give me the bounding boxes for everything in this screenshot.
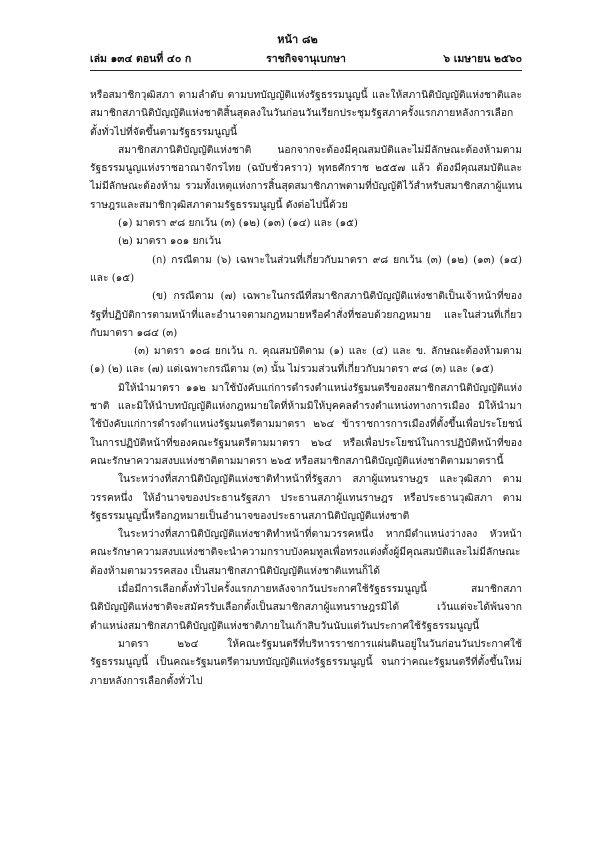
list-item: (๑) มาตรา ๙๘ ยกเว้น (๓) (๑๒) (๑๓) (๑๔) และ (๑๕) bbox=[118, 217, 358, 230]
list-item: (๒) มาตรา ๑๐๑ ยกเว้น bbox=[118, 235, 222, 248]
paragraph: มิให้นำมาตรา ๑๑๒ มาใช้บังคับแก่การดำรงตำแหน่งรัฐมนตรีของสมาชิกสภานิติบัญญัติแห่งชาติ และมิให้นำบทบัญญัติแห่งกฎหมายใดที่ห้ามมิให้บุคคลดำรงตำแหน่งทางการเมือง มิให้นำมาใช้บังคับแก่การดำรงตำแหน่งรัฐมนตรีตามมาตรา ๒๖๔ ข้าราชการการเมืองที่ตั้งขึ้นเพื่อประโยชน์ในการปฏิบัติหน้าที่ของคณะรัฐมนตรีตามมาตรา ๒๖๔ หรือเพื่อประโยชน์ในการปฏิบัติหน้าที่ของคณะรักษาความสงบแห่งชาติตามมาตรา ๒๖๕ หรือสมาชิกสภานิติบัญญัติแห่งชาติตามมาตรานี้ bbox=[90, 381, 522, 467]
page-number: หน้า ๘๒ bbox=[277, 33, 318, 46]
paragraph: สมาชิกสภานิติบัญญัติแห่งชาติ นอกจากจะต้องมีคุณสมบัติและไม่มีลักษณะต้องห้ามตามรัฐธรรมนูญแห่งราชอาณาจักรไทย (ฉบับชั่วคราว) พุทธศักราช ๒๕๕๗ แล้ว ต้องมีคุณสมบัติและไม่มีลักษณะต้องห้าม รวมทั้งเหตุแห่งการสิ้นสุดสมาชิกภาพตามที่บัญญัติไว้สำหรับสมาชิกสภาผู้แทนราษฎรและสมาชิกวุฒิสภาตามรัฐธรรมนูญนี้ ดังต่อไปนี้ด้วย bbox=[90, 143, 522, 211]
list-item: (๓) มาตรา ๑๐๘ ยกเว้น ก. คุณสมบัติตาม (๑) และ (๔) และ ข. ลักษณะต้องห้ามตาม (๑) (๒) และ (๗) แต่เฉพาะกรณีตาม (๓) นั้น ไม่รวมส่วนที่เกี่ยวกับมาตรา ๙๘ (๓) และ (๑๕) bbox=[90, 345, 522, 376]
document-body bbox=[90, 86, 522, 690]
paragraph: ในระหว่างที่สภานิติบัญญัติแห่งชาติทำหน้าที่ตามวรรคหนึ่ง หากมีตำแหน่งว่างลง หัวหน้าคณะรักษาความสงบแห่งชาติจะนำความกราบบังคมทูลเพื่อทรงแต่งตั้งผู้มีคุณสมบัติและไม่มีลักษณะต้องห้ามตามวรรคสอง เป็นสมาชิกสภานิติบัญญัติแห่งชาติแทนก็ได้ bbox=[90, 528, 522, 577]
header-divider bbox=[90, 70, 522, 71]
paragraph: เมื่อมีการเลือกตั้งทั่วไปครั้งแรกภายหลังจากวันประกาศใช้รัฐธรรมนูญนี้ สมาชิกสภานิติบัญญัติแห่งชาติจะสมัครรับเลือกตั้งเป็นสมาชิกสภาผู้แทนราษฎรมิได้ เว้นแต่จะได้พ้นจากตำแหน่งสมาชิกสภานิติบัญญัติแห่งชาติภายในเก้าสิบวันนับแต่วันประกาศใช้รัฐธรรมนูญนี้ bbox=[90, 583, 522, 632]
gazette-title: ราชกิจจานุเบกษา bbox=[266, 53, 346, 65]
paragraph: ในระหว่างที่สภานิติบัญญัติแห่งชาติทำหน้าที่รัฐสภา สภาผู้แทนราษฎร และวุฒิสภา ตามวรรคหนึ่ง ให้อำนาจของประธานรัฐสภา ประธานสภาผู้แทนราษฎร หรือประธานวุฒิสภา ตามรัฐธรรมนูญนี้หรือกฎหมายเป็นอำนาจของประธานสภานิติบัญญัติแห่งชาติ bbox=[90, 473, 522, 522]
paragraph: หรือสมาชิกวุฒิสภา ตามลำดับ ตามบทบัญญัติแห่งรัฐธรรมนูญนี้ และให้สภานิติบัญญัติแห่งชาติและสมาชิกสภานิติบัญญัติแห่งชาติสิ้นสุดลงในวันก่อนวันเรียกประชุมรัฐสภาครั้งแรกภายหลังการเลือกตั้งทั่วไปที่จัดขึ้นตามรัฐธรรมนูญนี้ bbox=[90, 89, 522, 138]
sub-list-item: (ก) กรณีตาม (๖) เฉพาะในส่วนที่เกี่ยวกับมาตรา ๙๘ ยกเว้น (๓) (๑๒) (๑๓) (๑๔) และ (๑๕) bbox=[90, 253, 522, 284]
gazette-header bbox=[90, 50, 522, 66]
section-paragraph: มาตรา ๒๖๔ ให้คณะรัฐมนตรีที่บริหารราชการแผ่นดินอยู่ในวันก่อนวันประกาศใช้รัฐธรรมนูญนี้ เป็นคณะรัฐมนตรีตามบทบัญญัติแห่งรัฐธรรมนูญนี้ จนกว่าคณะรัฐมนตรีที่ตั้งขึ้นใหม่ภายหลังการเลือกตั้งทั่วไป bbox=[90, 637, 522, 687]
volume-issue: เล่ม ๑๓๔ ตอนที่ ๔๐ ก bbox=[90, 53, 192, 65]
sub-list-item: (ข) กรณีตาม (๗) เฉพาะในกรณีที่สมาชิกสภานิติบัญญัติแห่งชาติเป็นเจ้าหน้าที่ของรัฐที่ปฏิบัติการตามหน้าที่และอำนาจตามกฎหมายหรือคำสั่งที่ชอบด้วยกฎหมาย และในส่วนที่เกี่ยวกับมาตรา ๑๘๔ (๓) bbox=[90, 290, 522, 339]
publication-date: ๖ เมษายน ๒๕๖๐ bbox=[443, 53, 522, 65]
